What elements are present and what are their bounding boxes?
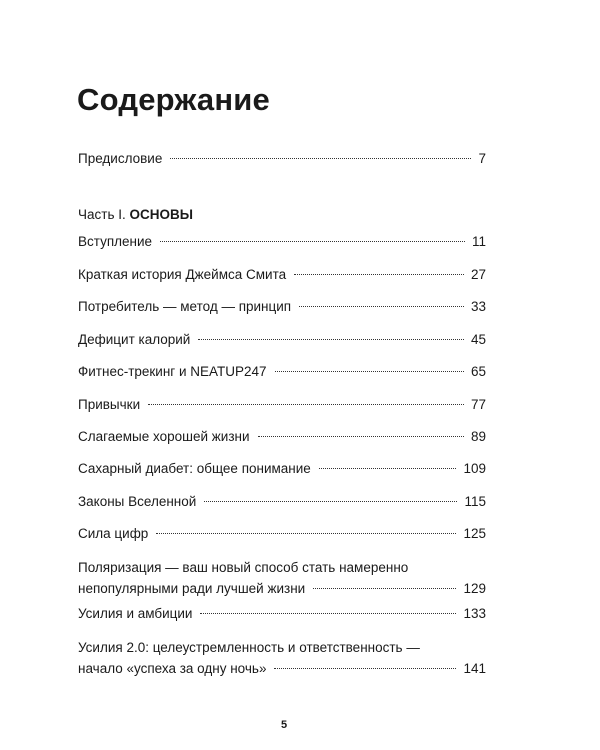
dot-leader [148, 404, 464, 405]
dot-leader [274, 668, 456, 669]
dot-leader [200, 613, 456, 614]
dot-leader [294, 274, 464, 275]
toc-entry-page: 45 [470, 332, 486, 347]
toc-entry-text: Усилия и амбиции [78, 606, 193, 621]
page-title: Содержание [77, 82, 270, 117]
toc-entry-page: 125 [463, 526, 486, 541]
toc-entry[interactable] [78, 298, 486, 316]
toc-entry-text: Законы Вселенной [78, 494, 197, 509]
toc-entry[interactable] [78, 396, 486, 414]
toc-entry-page: 109 [463, 461, 486, 476]
toc-entry-text: Сахарный диабет: общее понимание [78, 461, 311, 476]
toc-entry[interactable] [78, 428, 486, 446]
dot-leader [198, 339, 464, 340]
dot-leader [313, 588, 456, 589]
dot-leader [156, 533, 456, 534]
toc-entry[interactable] [78, 363, 486, 381]
dot-leader [204, 501, 457, 502]
toc-entry-preface[interactable] [78, 150, 486, 168]
toc-entry[interactable] [78, 266, 486, 284]
dot-leader [170, 158, 471, 159]
page-number: 5 [280, 719, 288, 731]
toc-entry-text: Фитнес-трекинг и NEATUP247 [78, 364, 267, 379]
toc-entry-page: 11 [471, 234, 486, 249]
toc-entry[interactable] [78, 525, 486, 543]
toc-entry-text: Вступление [78, 234, 153, 249]
toc-entry-text: Сила цифр [78, 526, 149, 541]
toc-entry-page: 141 [463, 661, 486, 676]
toc-entry-text: непопулярными ради лучшей жизни [78, 581, 306, 596]
part-name: ОСНОВЫ [129, 207, 193, 222]
toc-entry-text-line1: Усилия 2.0: целеустремленность и ответственность — [78, 640, 420, 655]
toc-entry-text: Предисловие [78, 151, 163, 166]
dot-leader [299, 306, 464, 307]
toc-entry[interactable] [78, 493, 486, 511]
toc-entry-page: 77 [470, 397, 486, 412]
toc-entry-page: 65 [470, 364, 486, 379]
dot-leader [275, 371, 464, 372]
part-label: Часть I. [78, 207, 126, 222]
toc-entry-page: 129 [463, 581, 486, 596]
toc-entry-text-line1: Поляризация — ваш новый способ стать намеренно [78, 560, 409, 575]
toc-entry-text: Слагаемые хорошей жизни [78, 429, 250, 444]
toc-entry-page: 27 [470, 267, 486, 282]
toc-entry-text: Краткая история Джеймса Смита [78, 267, 287, 282]
toc-entry-text: начало «успеха за одну ночь» [78, 661, 267, 676]
toc-entry[interactable] [78, 233, 486, 251]
toc-entry-page: 115 [464, 494, 486, 509]
toc-entry-text: Привычки [78, 397, 141, 412]
toc-entry-page: 33 [470, 299, 486, 314]
toc-entry-text: Дефицит калорий [78, 332, 191, 347]
toc-entry-page: 7 [478, 151, 486, 166]
toc-entry-page: 133 [463, 606, 486, 621]
toc-entry-multiline[interactable] [78, 637, 486, 679]
toc-entry-page: 89 [470, 429, 486, 444]
dot-leader [319, 468, 457, 469]
toc-entry[interactable] [78, 331, 486, 349]
toc-entry[interactable] [78, 605, 486, 623]
part-heading [78, 207, 193, 222]
dot-leader [160, 241, 465, 242]
toc-entry-text: Потребитель — метод — принцип [78, 299, 292, 314]
toc-entry[interactable] [78, 460, 486, 478]
dot-leader [258, 436, 464, 437]
toc-entry-multiline[interactable] [78, 557, 486, 599]
